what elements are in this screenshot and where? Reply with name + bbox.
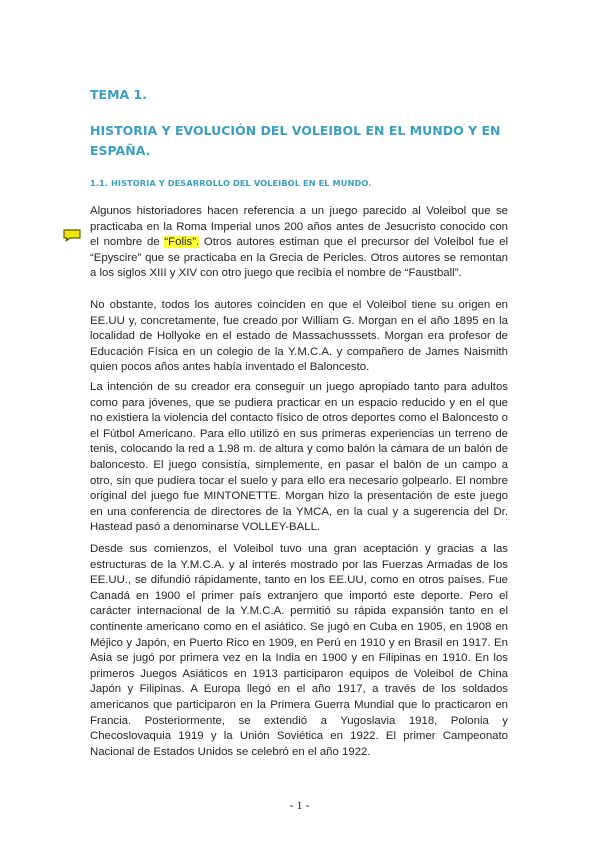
paragraph-2: No obstante, todos los autores coinciden en que el Voleibol tiene su origen en EE.UU y, concretamente, fue creado por William G. Morgan en el año 1895 en la localidad de Hollyoke en el estado de Massachusssets. Morgan era profesor de Educación Física en un colegio de la Y.M.C.A. y compañero de James Naismith quien pocos años antes había inventado el Baloncesto. [90,299,508,374]
highlighted-term[interactable]: “Folis”. [164,236,200,249]
paragraph-1-text-b: Otros autores estiman que el precursor del Voleibol fue el “Epyscire” que se practicaba en la Grecia de Pericles. Otros autores se remontan a los siglos XIII y XIV con otro juego que recibía el nombre de “Faustball”. [90,236,508,280]
paragraph-3: La intención de su creador era conseguir un juego apropiado tanto para adultos como para jóvenes, que se pudiera practicar en un espacio reducido y en el que no existiera la violencia del contacto físico de otros deportes como el Baloncesto o el Fútbol Americano. Para ello utilizó en sus primeras experiencias un terreno de tenis, colocando la red a 1.98 m. de altura y como balón la cámara de un balón de baloncesto. El juego consistía, simplemente, en pasar el balón de un campo a otro, sin que pudiera tocar el suelo y para ello era necesario golpearlo. El nombre original del juego fue MINTONETTE. Morgan hizo la presentación de este juego en una conferencia de directores de la YMCA, en la cual y a sugerencia del Dr. Hastead pasó a denominarse VOLLEY-BALL. [90,381,508,534]
paragraph-1-text-a: Algunos historiadores hacen referencia a un juego parecido al Voleibol que se practicaba en la Roma Imperial unos 200 años antes de Jesucristo conocido con el nombre de [90,205,508,249]
section-number: TEMA 1. [90,87,147,102]
speech-bubble-icon[interactable] [62,228,82,242]
page-number: - 1 - [289,798,310,812]
paragraph-1 [90,204,508,282]
subsection-heading: 1.1. HISTORIA Y DESARROLLO DEL VOLEIBOL EN EL MUNDO. [90,178,372,188]
paragraph-4: Desde sus comienzos, el Voleibol tuvo una gran aceptación y gracias a las estructuras de la Y.M.C.A. y al interés mostrado por las Fuerzas Armadas de los EE.UU., se difundió rápidamente, tanto en los EE.UU, como en otros países. Fue Canadá en 1900 el primer país extranjero que importó este deporte. Pero el carácter internacional de la Y.M.C.A. permitió su rápida expansión tanto en el continente americano como en el asiático. Se jugó en Cuba en 1905, en 1908 en Méjico y Japón, en Puerto Rico en 1909, en Perú en 1910 y en Brasil en 1917. En Asia se jugó por primera vez en la India en 1900 y en Filipinas en 1910. En los primeros Juegos Asiáticos en 1913 participaron equipos de Voleibol de China Japón y Filipinas. A Europa llegó en el año 1917, a través de los soldados americanos que participaron en la Primera Guerra Mundial que lo practicaron en Francia. Posteriormente, se extendió a Yugoslavia 1918, Polonia y Checoslovaquia 1919 y la Unión Soviética en 1922. El primer Campeonato Nacional de Estados Unidos se celebró en el año 1922. [90,543,508,758]
chapter-title: HISTORIA Y EVOLUCIÓN DEL VOLEIBOL EN EL MUNDO Y EN ESPAÑA. [90,123,501,158]
